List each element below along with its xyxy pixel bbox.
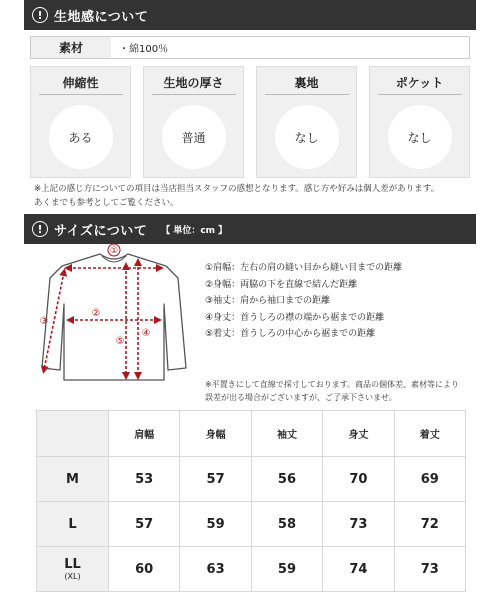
- column-header: 肩幅: [109, 411, 180, 457]
- size-section-title: サイズについて: [54, 223, 148, 239]
- fabric-note: [34, 182, 474, 210]
- exclamation-icon: !: [32, 221, 48, 237]
- fabric-section-title: 生地感について: [54, 9, 149, 25]
- fabric-section-header: [24, 0, 476, 30]
- size-name: LL: [64, 557, 81, 572]
- property-label: 生地の厚さ: [152, 74, 236, 95]
- property-label: ポケット: [378, 74, 462, 95]
- table-cell: 59: [180, 502, 251, 547]
- legend-item-sleeve: ③袖丈：肩から袖口までの距離: [205, 296, 331, 306]
- unit-label: 【 単位：cm 】: [161, 225, 228, 236]
- legend-item-body-width: ②身幅：両脇の下を直線で結んだ距離: [205, 279, 358, 290]
- column-header: 身丈: [323, 411, 394, 457]
- table-cell: 73: [323, 502, 394, 547]
- table-cell: 70: [323, 457, 394, 502]
- column-header: 身幅: [180, 411, 251, 457]
- measurement-note-line: ※平置きにして直線で採寸しております。商品の個体差、素材等により: [205, 380, 460, 389]
- size-label: [37, 457, 109, 502]
- material-label: 素材: [31, 37, 111, 58]
- fabric-note-line: あくまでも参考としてご覧ください。: [34, 198, 179, 208]
- size-section-header: [24, 214, 476, 244]
- table-cell: 74: [323, 547, 394, 592]
- fabric-properties: [30, 66, 470, 178]
- property-card-pocket: [369, 66, 470, 178]
- measurement-note: [205, 378, 475, 404]
- property-label: 伸縮性: [39, 74, 123, 95]
- size-table: [36, 410, 466, 592]
- property-card-stretch: [30, 66, 131, 178]
- size-alias: (XL): [64, 572, 81, 581]
- size-name: L: [68, 516, 77, 532]
- shirt-measurement-diagram: [28, 242, 200, 388]
- size-table-corner: [37, 411, 109, 457]
- size-label: [37, 502, 109, 547]
- property-value: なし: [275, 105, 339, 169]
- size-name: M: [66, 471, 79, 487]
- legend-item-total-length: ⑤着丈：首うしろの中心から裾までの距離: [205, 329, 376, 339]
- size-label: [37, 547, 109, 592]
- property-card-lining: [256, 66, 357, 178]
- table-row: [37, 547, 466, 592]
- property-label: 裏地: [265, 74, 349, 95]
- size-table-header-row: [37, 411, 466, 457]
- property-value: なし: [388, 105, 452, 169]
- column-header: 着丈: [394, 411, 465, 457]
- mark-2-label: ②: [91, 308, 101, 319]
- mark-5-label: ⑤: [115, 336, 125, 347]
- table-cell: 56: [251, 457, 322, 502]
- table-cell: 59: [251, 547, 322, 592]
- mark-3-label: ③: [39, 316, 49, 327]
- table-row: [37, 502, 466, 547]
- legend-item-shoulder: ①肩幅：左右の肩の縫い目から縫い目までの距離: [205, 263, 403, 273]
- table-row: [37, 457, 466, 502]
- legend-item-body-length: ④身丈：首うしろの襟の端から裾までの距離: [205, 312, 385, 323]
- mark-4-label: ④: [141, 328, 151, 339]
- table-cell: 57: [180, 457, 251, 502]
- measurement-note-line: 誤差が出る場合がございますが、ご了承下さいませ。: [205, 393, 397, 402]
- table-cell: 57: [109, 502, 180, 547]
- table-cell: 63: [180, 547, 251, 592]
- property-value: ある: [49, 105, 113, 169]
- table-cell: 60: [109, 547, 180, 592]
- fabric-note-line: ※上記の感じ方についての項目は当店担当スタッフの感想となります。感じ方や好みは個人差があります。: [34, 184, 440, 194]
- mark-1-label: ①: [109, 246, 119, 256]
- measurement-legend: [205, 260, 402, 343]
- column-header: 袖丈: [251, 411, 322, 457]
- property-card-thickness: [143, 66, 244, 178]
- exclamation-icon: !: [32, 7, 48, 23]
- table-cell: 53: [109, 457, 180, 502]
- table-cell: 73: [394, 547, 465, 592]
- table-cell: 72: [394, 502, 465, 547]
- material-row: [30, 36, 470, 59]
- table-cell: 69: [394, 457, 465, 502]
- material-value: ・綿100％: [119, 44, 169, 55]
- property-value: 普通: [162, 105, 226, 169]
- table-cell: 58: [251, 502, 322, 547]
